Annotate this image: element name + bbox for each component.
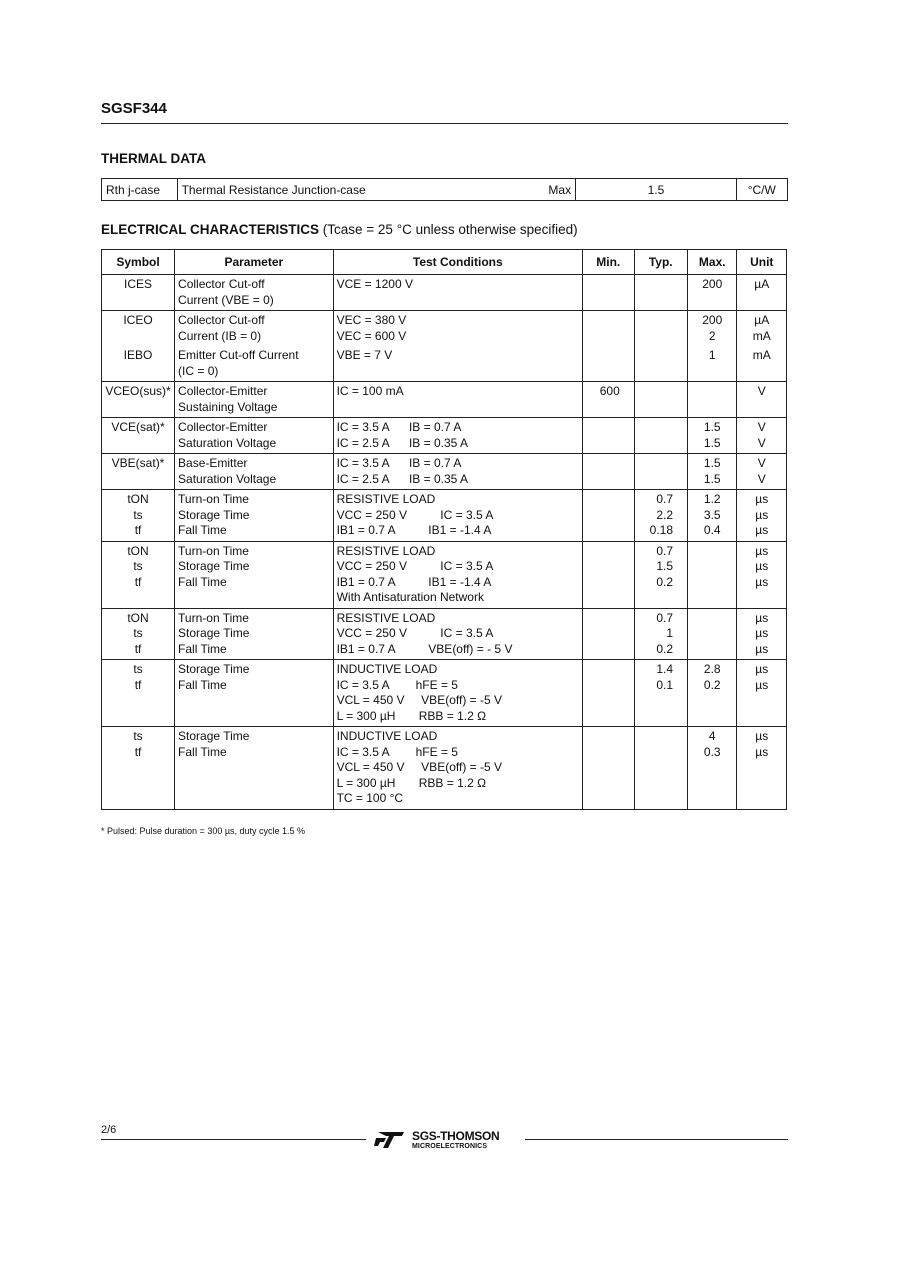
max-line: 2.8	[703, 662, 721, 676]
unit-line: µs	[755, 610, 769, 625]
max-cell	[688, 608, 737, 660]
condition-line: RESISTIVE LOAD	[336, 543, 436, 558]
min-cell	[583, 346, 635, 382]
electrical-rows	[102, 275, 787, 810]
symbol-line: VCEO(sus)*	[105, 384, 171, 398]
typ-line: 0.1	[656, 677, 674, 692]
symbol-line: tf	[134, 641, 142, 656]
min-cell	[583, 275, 635, 311]
parameter-line: Storage Time	[178, 662, 250, 676]
symbol-cell	[102, 490, 175, 542]
condition-line: VCL = 450 V VBE(off) = -5 V	[336, 693, 502, 707]
parameter-line: Storage Time	[178, 559, 250, 573]
symbol-cell	[102, 418, 175, 454]
condition-cell	[333, 608, 582, 660]
parameter-cell	[175, 346, 334, 382]
parameter-cell	[175, 727, 334, 810]
condition-cell	[333, 382, 582, 418]
condition-line: IC = 2.5 A IB = 0.35 A	[336, 471, 468, 486]
symbol-cell	[102, 346, 175, 382]
parameter-cell	[175, 311, 334, 347]
parameter-line: Turn-on Time	[178, 543, 249, 558]
condition-line: VEC = 600 V	[336, 328, 407, 343]
parameter-line: Fall Time	[178, 641, 227, 656]
typ-line: 0.7	[656, 610, 674, 625]
parameter-line: Turn-on Time	[178, 610, 249, 625]
unit-cell	[737, 490, 787, 542]
condition-line: IB1 = 0.7 A IB1 = -1.4 A	[336, 574, 492, 589]
condition-cell	[333, 454, 582, 490]
symbol-cell	[102, 382, 175, 418]
electrical-condition: (Tcase = 25 °C unless otherwise specified)	[322, 222, 578, 237]
max-cell	[688, 490, 737, 542]
max-line: 0.4	[703, 523, 721, 537]
parameter-line: Current (IB = 0)	[178, 328, 262, 343]
document-title: SGSF344	[101, 100, 167, 117]
max-line: 4	[708, 729, 716, 743]
max-cell	[688, 275, 737, 311]
min-cell	[583, 454, 635, 490]
min-cell	[583, 541, 635, 608]
max-cell	[688, 454, 737, 490]
unit-line: µs	[755, 559, 769, 573]
max-line: 1.5	[703, 471, 721, 486]
table-row	[102, 311, 787, 347]
unit-cell	[737, 311, 787, 347]
condition-line: VCC = 250 V IC = 3.5 A	[336, 559, 494, 573]
parameter-cell	[175, 418, 334, 454]
typ-line: 0.7	[656, 492, 674, 506]
condition-line: VCL = 450 V VBE(off) = -5 V	[336, 760, 502, 774]
typ-line: 0.7	[656, 543, 674, 558]
thermal-unit: °C/W	[736, 179, 787, 201]
condition-line: IB1 = 0.7 A IB1 = -1.4 A	[336, 523, 492, 537]
typ-cell	[634, 608, 688, 660]
unit-cell	[737, 418, 787, 454]
symbol-line: tON	[127, 610, 149, 625]
parameter-line: Fall Time	[178, 744, 227, 759]
parameter-cell	[175, 382, 334, 418]
min-cell	[583, 727, 635, 810]
table-row	[102, 454, 787, 490]
thermal-max-label: Max	[544, 179, 575, 201]
col-test-conditions: Test Conditions	[333, 250, 582, 275]
max-line: 200	[702, 277, 723, 291]
condition-line: IC = 100 mA	[336, 384, 404, 398]
condition-line: VBE = 7 V	[336, 348, 393, 362]
unit-line: µs	[755, 744, 769, 759]
page-number: 2/6	[101, 1124, 117, 1136]
typ-cell	[634, 311, 688, 347]
symbol-cell	[102, 275, 175, 311]
parameter-line: Storage Time	[178, 507, 250, 522]
parameter-line: Turn-on Time	[178, 492, 249, 506]
col-max: Max.	[688, 250, 737, 275]
symbol-cell	[102, 541, 175, 608]
max-line: 200	[702, 313, 723, 327]
table-row	[102, 490, 787, 542]
max-cell	[688, 727, 737, 810]
min-line: 600	[599, 384, 620, 398]
max-line: 2	[708, 328, 716, 343]
col-symbol: Symbol	[102, 250, 175, 275]
condition-line: IC = 3.5 A hFE = 5	[336, 677, 458, 692]
typ-line: 1.4	[656, 662, 674, 676]
unit-line: µA	[754, 277, 770, 291]
unit-line: µs	[755, 729, 769, 743]
table-header-row	[102, 250, 787, 275]
parameter-line: Current (VBE = 0)	[178, 292, 274, 307]
symbol-line: ICES	[124, 277, 153, 291]
condition-line: VEC = 380 V	[336, 313, 407, 327]
parameter-cell	[175, 490, 334, 542]
symbol-cell	[102, 608, 175, 660]
min-cell	[583, 608, 635, 660]
condition-line: L = 300 µH RBB = 1.2 Ω	[336, 708, 487, 723]
unit-line: µs	[755, 523, 769, 537]
symbol-line: tf	[134, 677, 142, 692]
condition-line: VCC = 250 V IC = 3.5 A	[336, 507, 494, 522]
unit-line: V	[757, 435, 766, 450]
typ-line: 1.5	[656, 559, 674, 573]
parameter-line: Sustaining Voltage	[178, 399, 278, 414]
unit-cell	[737, 346, 787, 382]
max-line: 0.2	[703, 677, 721, 692]
unit-line: mA	[752, 328, 771, 343]
min-cell	[583, 418, 635, 454]
unit-line: µA	[754, 313, 770, 327]
condition-line: INDUCTIVE LOAD	[336, 729, 438, 743]
typ-cell	[634, 541, 688, 608]
symbol-line: tON	[127, 492, 149, 506]
st-logo-icon	[372, 1130, 406, 1150]
max-cell	[688, 541, 737, 608]
parameter-cell	[175, 275, 334, 311]
symbol-line: VBE(sat)*	[111, 456, 165, 470]
condition-line: IC = 3.5 A hFE = 5	[336, 744, 458, 759]
max-cell	[688, 382, 737, 418]
table-row	[102, 660, 787, 727]
max-cell	[688, 311, 737, 347]
parameter-line: Storage Time	[178, 626, 250, 640]
condition-cell	[333, 311, 582, 347]
unit-line: µs	[755, 543, 769, 558]
parameter-line: Collector-Emitter	[178, 420, 268, 434]
max-cell	[688, 346, 737, 382]
symbol-line: ts	[133, 626, 143, 640]
table-row	[102, 275, 787, 311]
condition-line: IC = 2.5 A IB = 0.35 A	[336, 435, 468, 450]
parameter-line: Fall Time	[178, 574, 227, 589]
min-cell	[583, 490, 635, 542]
table-row	[102, 346, 787, 382]
max-line: 1.5	[703, 435, 721, 450]
typ-cell	[634, 490, 688, 542]
parameter-line: Collector-Emitter	[178, 384, 268, 398]
unit-line: µs	[755, 507, 769, 522]
symbol-cell	[102, 454, 175, 490]
unit-line: µs	[755, 574, 769, 589]
footer-rule-right	[525, 1139, 788, 1140]
thermal-table	[101, 178, 788, 201]
condition-line: VCE = 1200 V	[336, 277, 413, 291]
unit-cell	[737, 275, 787, 311]
parameter-line: Base-Emitter	[178, 456, 248, 470]
col-min: Min.	[583, 250, 635, 275]
unit-line: mA	[752, 348, 771, 362]
condition-cell	[333, 275, 582, 311]
max-cell	[688, 418, 737, 454]
min-cell	[583, 311, 635, 347]
unit-cell	[737, 727, 787, 810]
typ-cell	[634, 346, 688, 382]
parameter-line: Fall Time	[178, 523, 227, 537]
typ-cell	[634, 382, 688, 418]
table-row	[102, 418, 787, 454]
thermal-heading: THERMAL DATA	[101, 151, 206, 166]
table-row	[102, 608, 787, 660]
col-unit: Unit	[737, 250, 787, 275]
parameter-line: Storage Time	[178, 729, 250, 743]
parameter-cell	[175, 660, 334, 727]
table-row	[102, 382, 787, 418]
condition-line: RESISTIVE LOAD	[336, 492, 436, 506]
electrical-heading	[101, 222, 578, 237]
condition-line: VCC = 250 V IC = 3.5 A	[336, 626, 494, 640]
max-line: 1	[708, 348, 716, 362]
table-row	[102, 727, 787, 810]
condition-line: IB1 = 0.7 A VBE(off) = - 5 V	[336, 641, 513, 656]
typ-line: 2.2	[656, 507, 674, 522]
condition-line: L = 300 µH RBB = 1.2 Ω	[336, 775, 487, 790]
unit-cell	[737, 660, 787, 727]
unit-cell	[737, 454, 787, 490]
unit-cell	[737, 382, 787, 418]
condition-line: INDUCTIVE LOAD	[336, 662, 438, 676]
symbol-line: IEBO	[123, 348, 153, 362]
unit-line: µs	[755, 677, 769, 692]
unit-line: µs	[755, 492, 769, 506]
typ-cell	[634, 727, 688, 810]
unit-line: V	[757, 384, 766, 398]
header-divider	[101, 123, 788, 124]
table-row	[102, 541, 787, 608]
thermal-parameter: Thermal Resistance Junction-case	[177, 179, 544, 201]
condition-line: RESISTIVE LOAD	[336, 610, 436, 625]
brand-name: SGS-THOMSON	[412, 1129, 500, 1143]
condition-cell	[333, 727, 582, 810]
condition-line: With Antisaturation Network	[336, 590, 484, 604]
unit-line: V	[757, 420, 766, 434]
symbol-cell	[102, 311, 175, 347]
symbol-line: ts	[133, 559, 143, 573]
condition-line: IC = 3.5 A IB = 0.7 A	[336, 456, 462, 470]
unit-line: µs	[755, 662, 769, 676]
symbol-cell	[102, 660, 175, 727]
symbol-line: VCE(sat)*	[111, 420, 165, 434]
parameter-line: Emitter Cut-off Current	[178, 348, 299, 362]
unit-cell	[737, 608, 787, 660]
unit-line: µs	[755, 641, 769, 656]
max-cell	[688, 660, 737, 727]
max-line: 1.5	[703, 456, 721, 470]
typ-line: 0.2	[656, 641, 674, 656]
footer-rule-left	[101, 1139, 366, 1140]
parameter-cell	[175, 608, 334, 660]
unit-line: µs	[755, 626, 769, 640]
symbol-line: ts	[133, 507, 143, 522]
max-line: 3.5	[703, 507, 721, 522]
symbol-line: ts	[133, 729, 143, 743]
electrical-title: ELECTRICAL CHARACTERISTICS	[101, 222, 320, 237]
symbol-line: tON	[127, 543, 149, 558]
col-parameter: Parameter	[175, 250, 334, 275]
condition-cell	[333, 541, 582, 608]
condition-line: IC = 3.5 A IB = 0.7 A	[336, 420, 462, 434]
unit-cell	[737, 541, 787, 608]
typ-cell	[634, 275, 688, 311]
thermal-symbol: Rth j-case	[102, 179, 178, 201]
min-cell	[583, 382, 635, 418]
electrical-table	[101, 249, 787, 810]
parameter-cell	[175, 541, 334, 608]
max-line: 1.2	[703, 492, 721, 506]
parameter-line: Fall Time	[178, 677, 227, 692]
parameter-line: (IC = 0)	[178, 363, 219, 378]
condition-line: TC = 100 °C	[336, 791, 404, 805]
footnote: * Pulsed: Pulse duration = 300 µs, duty cycle 1.5 %	[101, 826, 306, 836]
symbol-line: tf	[134, 574, 142, 589]
symbol-line: ts	[133, 662, 143, 676]
typ-line: 1	[666, 626, 674, 640]
unit-line: V	[757, 471, 766, 486]
condition-cell	[333, 490, 582, 542]
condition-cell	[333, 660, 582, 727]
parameter-line: Saturation Voltage	[178, 435, 277, 450]
symbol-line: tf	[134, 744, 142, 759]
typ-cell	[634, 660, 688, 727]
unit-line: V	[757, 456, 766, 470]
condition-cell	[333, 346, 582, 382]
brand-subtitle: MICROELECTRONICS	[412, 1143, 488, 1150]
max-line: 0.3	[703, 744, 721, 759]
max-line: 1.5	[703, 420, 721, 434]
col-typ: Typ.	[634, 250, 688, 275]
condition-cell	[333, 418, 582, 454]
parameter-line: Collector Cut-off	[178, 277, 265, 291]
typ-line: 0.18	[649, 523, 674, 537]
typ-cell	[634, 454, 688, 490]
thermal-value: 1.5	[576, 179, 736, 201]
symbol-line: tf	[134, 523, 142, 537]
parameter-line: Collector Cut-off	[178, 313, 265, 327]
symbol-line: ICEO	[123, 313, 153, 327]
typ-line: 0.2	[656, 574, 674, 589]
parameter-cell	[175, 454, 334, 490]
min-cell	[583, 660, 635, 727]
symbol-cell	[102, 727, 175, 810]
parameter-line: Saturation Voltage	[178, 471, 277, 486]
typ-cell	[634, 418, 688, 454]
